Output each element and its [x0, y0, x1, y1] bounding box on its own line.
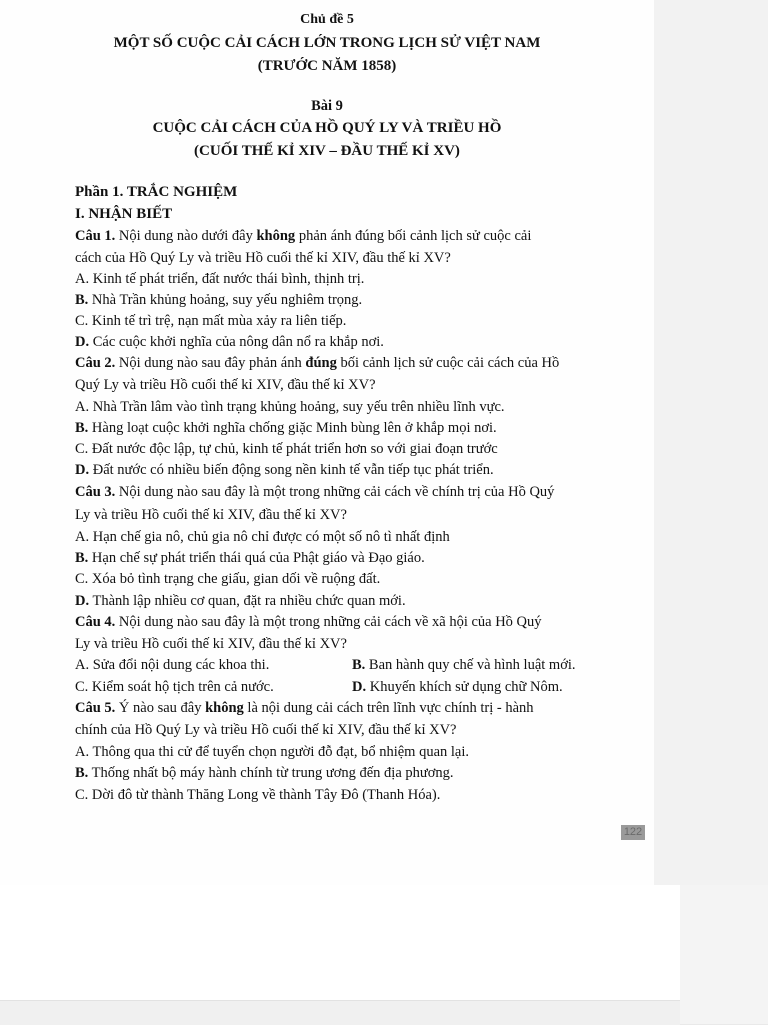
option-text: Kiểm soát hộ tịch trên cả nước. [88, 679, 274, 695]
answer-option[interactable] [75, 420, 497, 437]
option-text: Dời đô từ thành Thăng Long về thành Tây Đô (Thanh Hóa). [88, 787, 441, 803]
option-letter: B. [75, 550, 89, 566]
option-letter: C. [75, 679, 89, 695]
option-letter: A. [75, 744, 90, 760]
answer-option[interactable] [75, 334, 384, 351]
option-text: Nhà Trần lâm vào tình trạng khủng hoảng, suy yếu trên nhiều lĩnh vực. [89, 399, 505, 415]
option-text: Đất nước có nhiều biến động song nền kinh tế vẫn tiếp tục phát triển. [89, 462, 494, 478]
option-text: Thành lập nhiều cơ quan, đặt ra nhiều chức quan mới. [89, 593, 406, 609]
level-heading: I. NHẬN BIẾT [75, 206, 173, 222]
option-text: Nhà Trần khủng hoảng, suy yếu nghiêm trọng. [88, 292, 363, 308]
option-text: Sửa đổi nội dung các khoa thi. [89, 657, 270, 673]
option-letter: B. [352, 657, 366, 673]
question-label: Câu 2. [75, 355, 116, 371]
question-label: Câu 1. [75, 228, 116, 244]
question-text: Nội dung nào sau đây là một trong những cải cách về chính trị của Hồ Quý [115, 484, 555, 500]
answer-option[interactable] [75, 462, 494, 479]
topic-number: Chủ đề 5 [300, 12, 354, 27]
option-letter: A. [75, 399, 90, 415]
answer-option[interactable] [75, 441, 498, 458]
answer-option[interactable] [75, 292, 362, 309]
question-text: Nội dung nào sau đây phản ánh [115, 355, 306, 371]
option-letter: A. [75, 271, 90, 287]
viewer-margin-right [654, 0, 768, 885]
option-text: Kinh tế phát triển, đất nước thái bình, thịnh trị. [89, 271, 365, 287]
option-text: Khuyến khích sử dụng chữ Nôm. [366, 679, 563, 695]
topic-subtitle: (TRƯỚC NĂM 1858) [257, 58, 397, 74]
question-2-line-2: Quý Ly và triều Hồ cuối thế kỉ XIV, đầu thế kỉ XV? [75, 377, 376, 393]
viewer-corner [680, 885, 768, 1024]
option-letter: D. [75, 462, 90, 478]
question-1-line-1 [75, 228, 531, 245]
option-letter: B. [75, 765, 89, 781]
answer-option[interactable] [75, 571, 380, 588]
option-letter: C. [75, 571, 89, 587]
part-heading: Phần 1. TRẮC NGHIỆM [75, 184, 238, 200]
option-text: Xóa bỏ tình trạng che giấu, gian dối về ruộng đất. [88, 571, 381, 587]
emphasis: không [205, 700, 244, 716]
emphasis: không [256, 228, 296, 244]
option-letter: D. [75, 334, 90, 350]
answer-option[interactable] [75, 550, 425, 567]
answer-option[interactable] [352, 679, 563, 696]
question-text: là nội dung cải cách trên lĩnh vực chính trị - hành [243, 700, 534, 716]
option-text: Đất nước độc lập, tự chủ, kinh tế phát triển hơn so với giai đoạn trước [88, 441, 498, 457]
question-text: phản ánh đúng bối cảnh lịch sử cuộc cải [295, 228, 532, 244]
question-label: Câu 3. [75, 484, 116, 500]
option-text: Hạn chế gia nô, chủ gia nô chỉ được có một số nô tì nhất định [89, 529, 450, 545]
question-5-line-2: chính của Hồ Quý Ly và triều Hồ cuối thế kỉ XIV, đầu thế kỉ XV? [75, 722, 457, 738]
question-4-line-2: Ly và triều Hồ cuối thế kỉ XIV, đầu thế kỉ XV? [75, 636, 347, 652]
answer-option[interactable] [75, 313, 346, 330]
question-text: Ý nào sau đây [115, 700, 206, 716]
option-text: Thống nhất bộ máy hành chính từ trung ương đến địa phương. [88, 765, 454, 781]
option-text: Hạn chế sự phát triển thái quá của Phật giáo và Đạo giáo. [88, 550, 425, 566]
viewer-bottom-bar [0, 1000, 680, 1025]
viewer-margin-bottom [0, 885, 680, 1000]
option-text: Các cuộc khởi nghĩa của nông dân nổ ra khắp nơi. [89, 334, 384, 350]
question-3-line-2: Ly và triều Hồ cuối thế kỉ XIV, đầu thế kỉ XV? [75, 507, 347, 523]
answer-option[interactable] [75, 787, 440, 804]
answer-option[interactable] [75, 593, 406, 610]
question-5-line-1 [75, 700, 534, 717]
option-letter: B. [75, 420, 89, 436]
answer-option[interactable] [75, 399, 505, 416]
option-letter: A. [75, 529, 90, 545]
option-letter: C. [75, 313, 89, 329]
question-label: Câu 5. [75, 700, 116, 716]
option-letter: C. [75, 441, 89, 457]
lesson-number: Bài 9 [311, 98, 343, 114]
question-3-line-1 [75, 484, 554, 501]
option-letter: D. [352, 679, 367, 695]
answer-option[interactable] [352, 657, 576, 674]
question-text: Nội dung nào dưới đây [115, 228, 257, 244]
question-1-line-2: cách của Hồ Quý Ly và triều Hồ cuối thế kỉ XIV, đầu thế kỉ XV? [75, 250, 451, 266]
emphasis: đúng [305, 355, 337, 371]
topic-title: MỘT SỐ CUỘC CẢI CÁCH LỚN TRONG LỊCH SỬ VIỆT NAM [113, 35, 541, 51]
answer-option[interactable] [75, 657, 269, 674]
answer-option[interactable] [75, 529, 450, 546]
option-letter: D. [75, 593, 90, 609]
answer-option[interactable] [75, 765, 454, 782]
page-number: 122 [621, 825, 645, 840]
question-4-line-1 [75, 614, 542, 631]
option-text: Hàng loạt cuộc khởi nghĩa chống giặc Minh bùng lên ở khắp mọi nơi. [88, 420, 497, 436]
question-label: Câu 4. [75, 614, 116, 630]
answer-option[interactable] [75, 679, 274, 696]
option-text: Kinh tế trì trệ, nạn mất mùa xảy ra liên tiếp. [88, 313, 347, 329]
question-2-line-1 [75, 355, 559, 372]
question-text: Nội dung nào sau đây là một trong những cải cách về xã hội của Hồ Quý [115, 614, 542, 630]
option-letter: A. [75, 657, 90, 673]
question-text: bối cảnh lịch sử cuộc cải cách của Hồ [336, 355, 560, 371]
answer-option[interactable] [75, 744, 469, 761]
answer-option[interactable] [75, 271, 364, 288]
option-text: Ban hành quy chế và hình luật mới. [365, 657, 576, 673]
option-letter: C. [75, 787, 89, 803]
option-letter: B. [75, 292, 89, 308]
lesson-subtitle: (CUỐI THẾ KỈ XIV – ĐẦU THẾ KỈ XV) [194, 143, 460, 159]
option-text: Thông qua thi cử để tuyển chọn người đỗ đạt, bổ nhiệm quan lại. [89, 744, 470, 760]
lesson-title: CUỘC CẢI CÁCH CỦA HỒ QUÝ LY VÀ TRIỀU HỒ [152, 120, 502, 136]
